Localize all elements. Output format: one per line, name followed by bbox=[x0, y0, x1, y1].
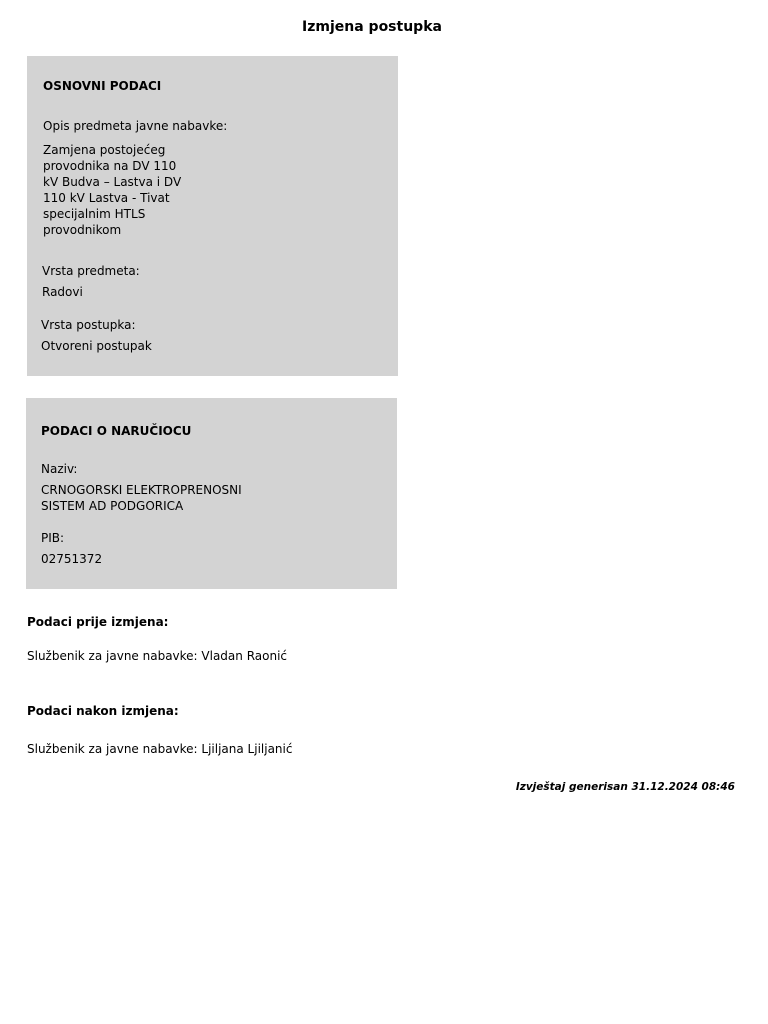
procedure-type-label: Vrsta postupka: bbox=[41, 318, 136, 332]
before-changes-heading: Podaci prije izmjena: bbox=[27, 615, 169, 629]
pib-label: PIB: bbox=[41, 531, 65, 545]
after-changes-officer: Službenik za javne nabavke: Ljiljana Ljiljanić bbox=[27, 742, 293, 756]
after-changes-heading: Podaci nakon izmjena: bbox=[27, 704, 179, 718]
before-changes-officer: Službenik za javne nabavke: Vladan Raonić bbox=[27, 649, 288, 663]
report-generated-timestamp: Izvještaj generisan 31.12.2024 08:46 bbox=[515, 781, 735, 793]
subject-type-label: Vrsta predmeta: bbox=[42, 264, 140, 278]
contracting-authority-heading: PODACI O NARUČIOCU bbox=[41, 424, 192, 438]
basic-info-heading: OSNOVNI PODACI bbox=[43, 79, 162, 93]
procedure-type-value: Otvoreni postupak bbox=[41, 339, 152, 353]
pib-value: 02751372 bbox=[41, 552, 103, 566]
subject-type-value: Radovi bbox=[42, 285, 83, 299]
authority-name-value: CRNOGORSKI ELEKTROPRENOSNI SISTEM AD PODGORICA bbox=[41, 483, 242, 513]
subject-description-value: Zamjena postojećeg provodnika na DV 110 kV Budva – Lastva i DV 110 kV Lastva - Tivat specijalnim HTLS provodnikom bbox=[43, 143, 182, 237]
page-title: Izmjena postupka bbox=[302, 19, 442, 35]
subject-description-label: Opis predmeta javne nabavke: bbox=[43, 119, 228, 133]
authority-name-label: Naziv: bbox=[41, 462, 78, 476]
